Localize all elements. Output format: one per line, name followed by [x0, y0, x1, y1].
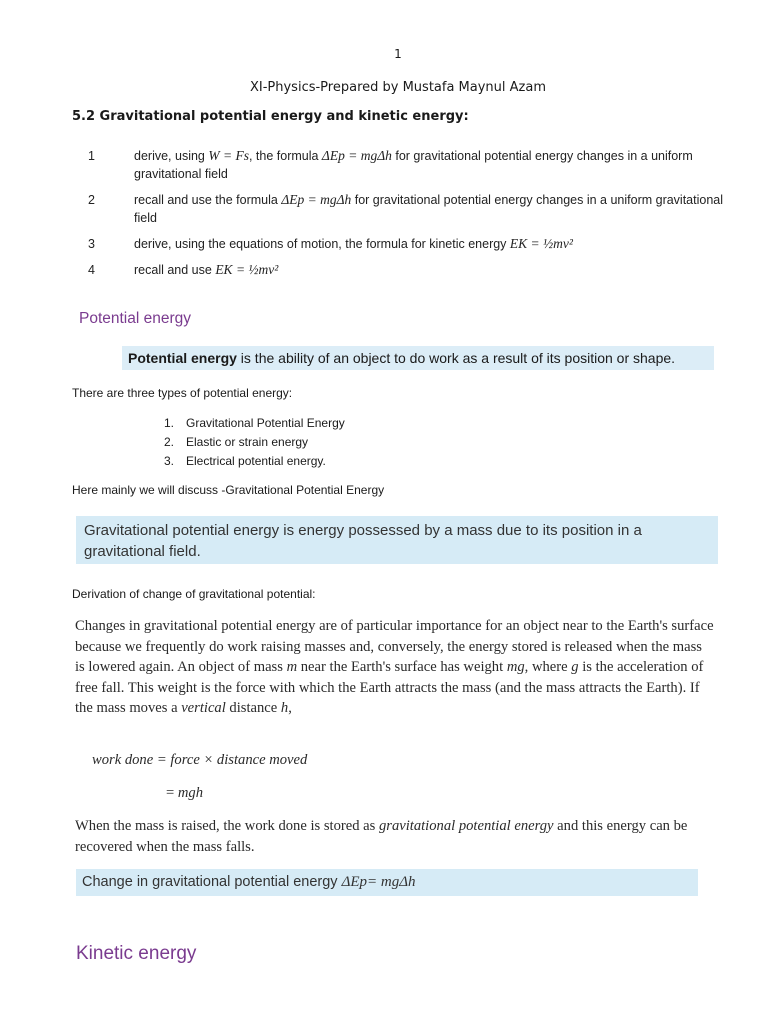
page-number: 1 [394, 47, 402, 61]
textbook-paragraph: Changes in gravitational potential energy are of particular importance for an object near to the Earth's surface because we frequently do work raising masses and, conversely, the energy stored is released when the mass is lowered again. An object of mass m near the Earth's surface has weight mg, where g is the acceleration of free fall. This weight is the force with which the Earth attracts the mass (and the mass attracts the Earth). If the mass moves a vertical distance h, [75, 618, 714, 717]
section-heading: 5.2 Gravitational potential energy and kinetic energy: [72, 109, 469, 124]
derivation-heading: Derivation of change of gravitational potential: [72, 587, 316, 601]
learning-objectives [88, 147, 728, 287]
potential-energy-title: Potential energy [79, 310, 192, 327]
list-item: 1. Gravitational Potential Energy [164, 416, 345, 430]
objective-item: 4 recall and use EK = ½mv² [88, 262, 279, 277]
textbook-paragraph-2: When the mass is raised, the work done is stored as gravitational potential energy and this energy can be recovered when the mass falls. [75, 818, 688, 855]
kinetic-energy-title: Kinetic energy [76, 943, 197, 964]
change-gpe-box: Change in gravitational potential energy ΔEp= mgΔh [76, 869, 698, 896]
objective-item: 1 derive, using W = Fs, the formula ΔEp = mgΔh for gravitational potential energy changes in a uniform gravitational field [88, 148, 693, 181]
objective-item: 3 derive, using the equations of motion, the formula for kinetic energy EK = ½mv² [88, 236, 573, 251]
potential-energy-definition-box: Potential energy is the ability of an object to do work as a result of its position or shape. [122, 346, 714, 370]
work-done-equation: work done = force × distance moved [92, 752, 308, 768]
gpe-formula: ΔEp= mgΔh [341, 874, 416, 890]
types-list [164, 414, 345, 471]
objective-item: 2 recall and use the formula ΔEp = mgΔh for gravitational potential energy changes in a uniform gravitational field [88, 192, 724, 225]
list-item: 2. Elastic or strain energy [164, 435, 309, 449]
definition-term: Potential energy [128, 350, 237, 366]
list-item: 3. Electrical potential energy. [164, 454, 326, 468]
types-intro: There are three types of potential energy: [72, 386, 293, 400]
discussion-note: Here mainly we will discuss -Gravitational Potential Energy [72, 483, 385, 497]
document-header: XI-Physics-Prepared by Mustafa Maynul Azam [249, 80, 547, 95]
mgh-equation: = mgh [166, 785, 204, 801]
gpe-definition-box: Gravitational potential energy is energy possessed by a mass due to its position in a gravitational field. [76, 516, 718, 564]
